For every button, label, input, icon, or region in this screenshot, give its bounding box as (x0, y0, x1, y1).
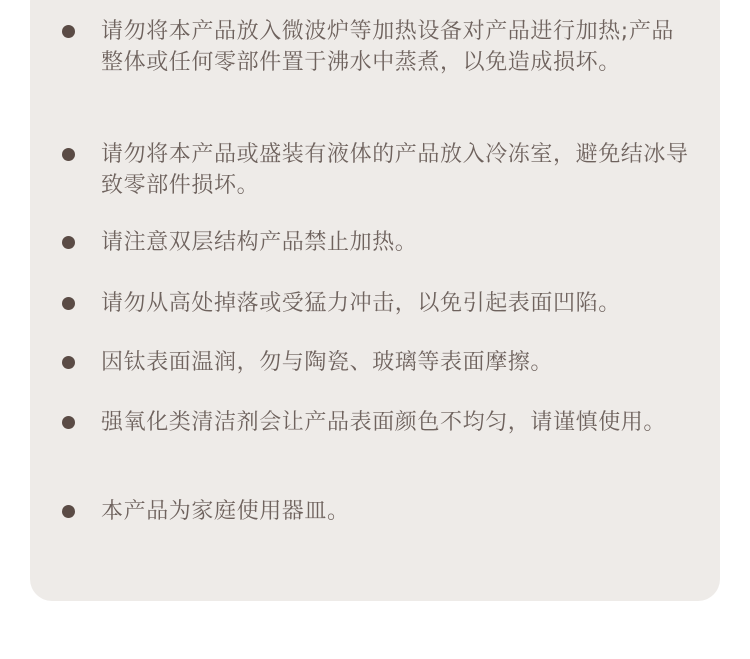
notice-text: 因钛表面温润，勿与陶瓷、玻璃等表面摩擦。 (101, 350, 554, 375)
bullet-icon (62, 25, 75, 38)
bullet-icon (62, 356, 75, 369)
bullet-icon (62, 148, 75, 161)
bullet-icon (62, 297, 75, 310)
notice-text: 请勿将本产品放入微波炉等加热设备对产品进行加热;产品整体或任何零部件置于沸水中蒸煮，以免造成损坏。 (101, 19, 675, 75)
notice-text: 强氧化类清洁剂会让产品表面颜色不均匀，请谨慎使用。 (101, 410, 667, 435)
bullet-icon (62, 416, 75, 429)
notice-text: 请勿从高处掉落或受猛力冲击，以免引起表面凹陷。 (101, 291, 621, 316)
notice-text: 请注意双层结构产品禁止加热。 (101, 230, 418, 255)
bullet-icon (62, 236, 75, 249)
bullet-icon (62, 505, 75, 518)
notice-text: 本产品为家庭使用器皿。 (101, 499, 350, 524)
notice-text: 请勿将本产品或盛装有液体的产品放入冷冻室，避免结冰导致零部件损坏。 (101, 142, 689, 198)
